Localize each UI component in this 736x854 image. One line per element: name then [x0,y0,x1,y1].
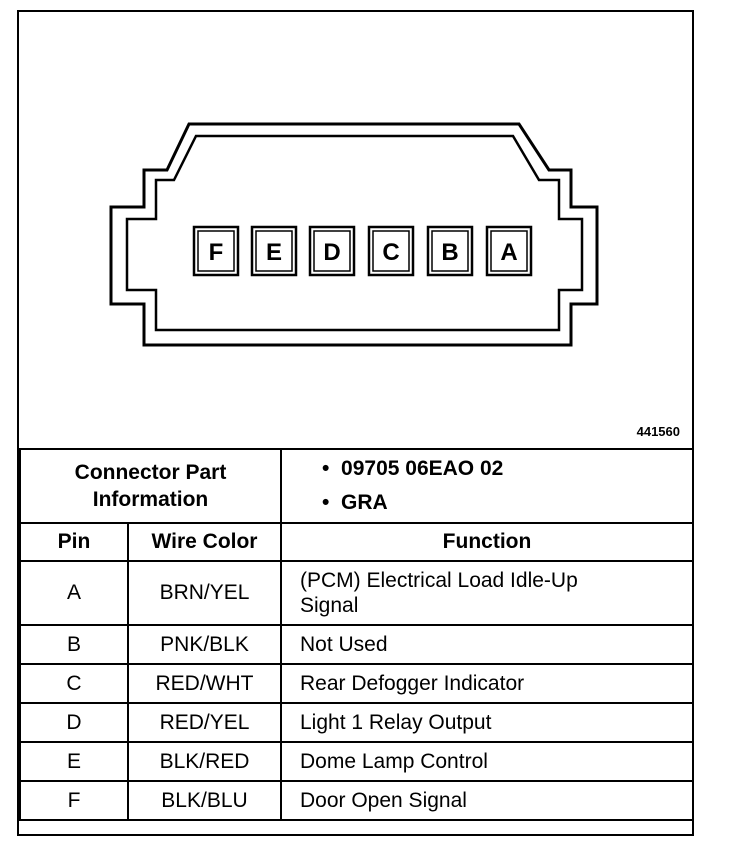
wire-color-cell: BLK/BLU [128,781,281,820]
pin-label-f: F [208,239,224,266]
function-cell: Light 1 Relay Output [281,703,693,742]
connector-info-values [281,449,693,523]
table-row [20,664,693,703]
connector-color-item: • GRA [322,491,388,514]
header-pin: Pin [20,523,128,561]
connector-info-label [20,449,281,523]
pin-label-a: A [500,239,518,266]
pin-label-b: B [441,239,459,266]
pin-cell: F [20,781,128,820]
table-row [20,561,693,625]
connector-info-label-line1: Connector Part [74,461,227,484]
table-row [20,625,693,664]
pin-cavity-c [369,227,413,275]
function-cell: Dome Lamp Control [281,742,693,781]
table-row [20,781,693,820]
wire-color-cell: BLK/RED [128,742,281,781]
connector-sheet [17,10,694,836]
pin-cavity-d [310,227,354,275]
figure-number: 441560 [636,424,680,439]
connector-color: GRA [341,491,388,514]
function-line2: Signal [300,594,359,617]
wire-color-cell: RED/YEL [128,703,281,742]
column-header-row [20,523,693,561]
pin-cell: D [20,703,128,742]
pin-cavity-e [252,227,296,275]
pin-label-d: D [323,239,341,266]
pin-cell: E [20,742,128,781]
function-cell: Door Open Signal [281,781,693,820]
pin-cavity-a [487,227,531,275]
function-cell: Not Used [281,625,693,664]
pin-label-c: C [382,239,400,266]
pin-label-e: E [265,239,283,266]
header-wire-color: Wire Color [128,523,281,561]
wire-color-cell: PNK/BLK [128,625,281,664]
wire-color-cell: RED/WHT [128,664,281,703]
wire-color-cell: BRN/YEL [128,561,281,625]
pin-cell: C [20,664,128,703]
part-number: 09705 06EAO 02 [341,457,504,480]
connector-info-row [20,449,693,523]
pinout-table [19,448,694,821]
function-line1: (PCM) Electrical Load Idle-Up [300,569,578,592]
pin-cavity-f [194,227,238,275]
table-row [20,742,693,781]
pin-cell: A [20,561,128,625]
header-function: Function [281,523,693,561]
function-cell [281,561,693,625]
pin-cavity-b [428,227,472,275]
function-cell: Rear Defogger Indicator [281,664,693,703]
table-row [20,703,693,742]
part-number-item: • 09705 06EAO 02 [322,457,504,480]
connector-face-drawing [19,12,692,448]
connector-diagram [19,12,692,448]
pin-cell: B [20,625,128,664]
connector-info-label-line2: Information [92,488,209,511]
